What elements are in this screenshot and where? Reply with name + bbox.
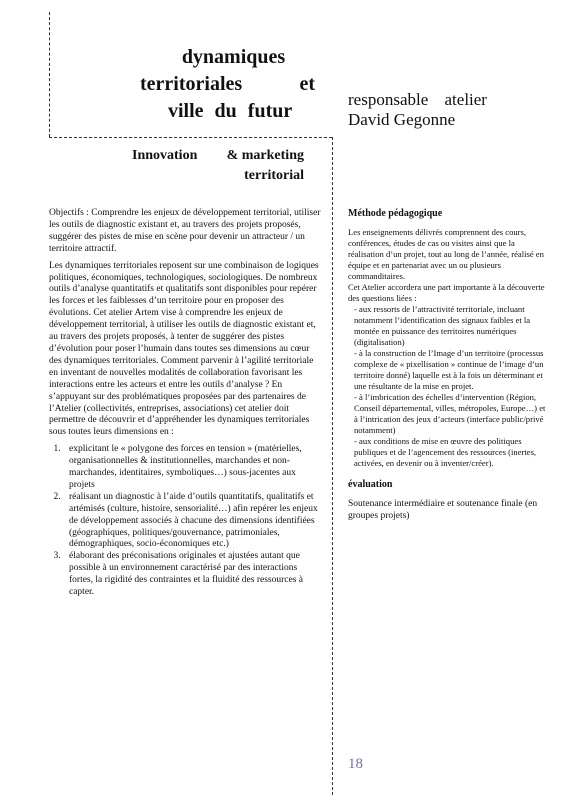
responsable-label: responsable atelier bbox=[348, 90, 487, 109]
list-item: - à l’imbrication des échelles d’intervention (Région, Conseil départemental, villes, métropoles, Europe…) et à l’intrication des jeux d’acteurs (interface public/privé notamment) bbox=[354, 392, 546, 435]
evaluation-heading: évaluation bbox=[348, 479, 393, 490]
subtitle-line-2: territorial bbox=[244, 168, 304, 183]
questions-list bbox=[348, 304, 548, 469]
dashed-border-middle bbox=[332, 137, 333, 795]
list-item: 2. réalisant un diagnostic à l’aide d’outils quantitatifs, qualitatifs et artémisés (culture, histoire, sensorialité…) afin repérer les enjeux de développement associés à chacune des dimensions identifiées (géographiques, politiques/gouvernance, patrimoniales, démographiques, socio-économiques etc.) bbox=[63, 492, 321, 552]
title-line-2a: territoriales bbox=[140, 73, 243, 95]
methode-intro: Les enseignements délivrés comprennent des cours, conférences, études de cas ou visites ainsi que la réalisation d’un projet, tout au long de l’année, réalisé en équipe et en partenariat avec un ou plusieurs commanditaires. bbox=[348, 227, 544, 281]
page-number: 18 bbox=[348, 756, 363, 772]
dashed-border-horizontal bbox=[49, 137, 332, 138]
evaluation-text: Soutenance intermédiaire et soutenance finale (en groupes projets) bbox=[348, 499, 538, 521]
subtitle-line-1b: & marketing bbox=[226, 148, 304, 163]
subtitle-line-1 bbox=[132, 146, 304, 166]
description-paragraph: Les dynamiques territoriales reposent sur une combinaison de logiques politiques, économiques, technologiques, sociologiques. De nombreux outils d’analyse quantitatifs et qualitatifs sont disponibles pour repérer les forces et les faiblesses d’un territoire pour en proposer des évolutions. Cet atelier Artem vise à comprendre les enjeux de développement territorial, à utiliser les outils de diagnostic existant et, au travers des projets proposés, à tenter de suggérer des pistes d’évolution pour poser l’humain dans toutes ses dimensions au cœur des dynamiques territoriales. Comment parvenir à l’agilité territoriale en inventant de nouvelles modalités de collaboration favorisant les interactions entre les acteurs et entre les outils d’analyse ? En s’appuyant sur des problématiques proposées par des partenaires de l’Atelier (collectivités, entreprises, associations) cet atelier doit permettre de découvrir et d’appréhender les dynamiques territoriales sous toutes leurs dimensions en : bbox=[49, 260, 319, 438]
objectives-list bbox=[49, 444, 321, 599]
list-item: - à la construction de l’Image d’un territoire (processus complexe de « pixellisation » continue de l’image d’un territoire donné) laquelle est à la fois un déterminant et une résultante de la mise en projet. bbox=[354, 348, 544, 391]
atelier-paragraph: Cet Atelier accordera une part importante à la découverte des questions liées : bbox=[348, 282, 545, 303]
left-column bbox=[49, 208, 321, 599]
title-line-2 bbox=[140, 71, 315, 98]
methode-heading: Méthode pédagogique bbox=[348, 208, 443, 219]
list-item: - aux ressorts de l’attractivité territoriale, incluant notamment l’identification des signaux faibles et la montée en puissance des territoires numériques (digitalisation) bbox=[354, 304, 531, 347]
list-item: 3. élaborant des préconisations originales et ajustées autant que possible à un environnement caractérisé par des interactions fortes, la rigidité des contraintes et la fluidité des ressources à capter. bbox=[63, 551, 321, 599]
list-item: - aux conditions de mise en œuvre des politiques publiques et de l’agencement des ressources (inertes, activées, en devenir ou à inventer/créer). bbox=[354, 436, 537, 468]
title-line-1: dynamiques bbox=[181, 46, 286, 68]
responsable-name: David Gegonne bbox=[348, 110, 456, 129]
subtitle-line-1a: Innovation bbox=[132, 148, 198, 163]
right-column bbox=[348, 208, 548, 522]
dashed-border-left bbox=[49, 12, 50, 137]
page-title bbox=[140, 44, 315, 125]
subtitle bbox=[132, 146, 304, 186]
list-item: 1. explicitant le « polygone des forces en tension » (matérielles, organisationnelles & institutionnelles, marchandes et non-marchandes, identitaires, symboliques…) sous-jacentes aux projets bbox=[63, 444, 321, 492]
title-line-2b: et bbox=[299, 73, 315, 95]
title-line-3: ville du futur bbox=[168, 100, 293, 122]
responsable-block bbox=[348, 90, 487, 130]
objectifs-paragraph: Objectifs : Comprendre les enjeux de développement territorial, utiliser les outils de diagnostic existant et, au travers des projets proposés, suggérer des pistes de mise en scène pour devenir un attracteur / un territoire attractif. bbox=[49, 208, 321, 254]
